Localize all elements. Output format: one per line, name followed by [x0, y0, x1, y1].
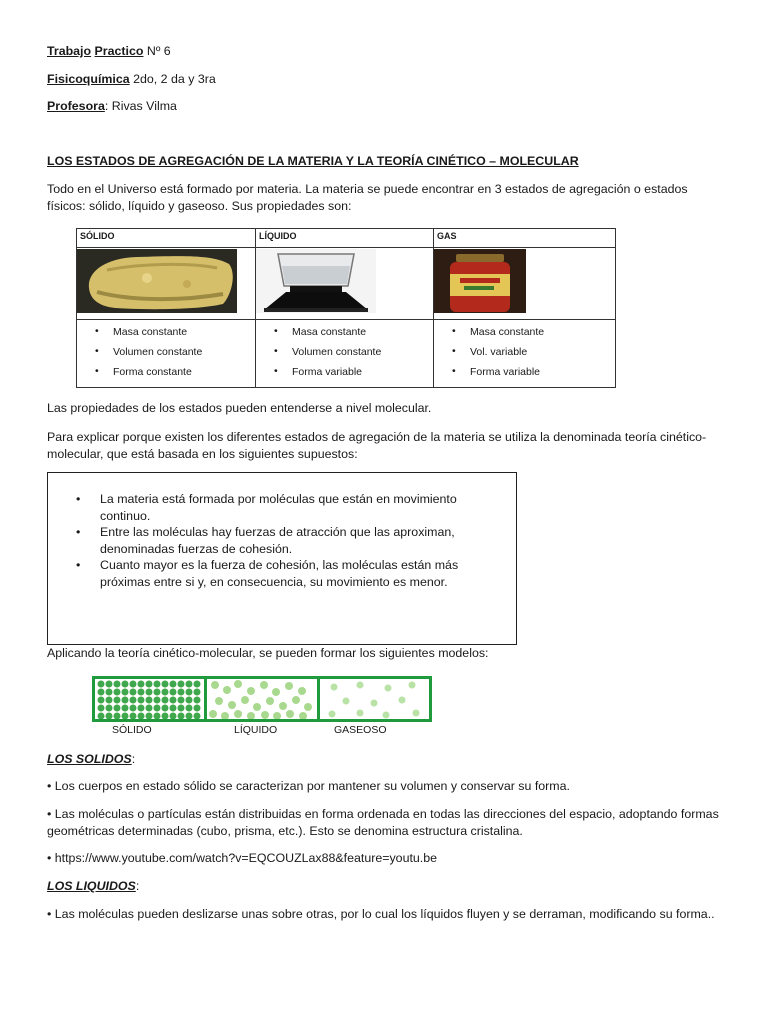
- list-item: • Volumen constante: [274, 346, 433, 366]
- header-solido: SÓLIDO: [77, 229, 256, 248]
- tp-number: Nº 6: [143, 44, 171, 58]
- subject-line: [47, 72, 216, 86]
- liquidos-bullet-1: • Las moléculas pueden deslizarse unas sobre otras, por lo cual los líquidos fluyen y se derraman, modificando su forma..: [47, 907, 715, 921]
- gas-model: [320, 679, 429, 719]
- explain-paragraph: Para explicar porque existen los diferentes estados de agregación de la materia se utiliza la denominada teoría cinético-molecular, que está basada en los siguientes supuestos:: [47, 430, 707, 461]
- solidos-heading-line: [47, 752, 135, 766]
- solido-properties: [77, 320, 256, 387]
- header-liquido: LÍQUIDO: [256, 229, 434, 248]
- solidos-bullet-2: • Las moléculas o partículas están distribuidas en forma ordenada en todas las direcciones del espacio, adoptando formas geométricas determinadas (cubo, prisma, etc.). Esto se denomina estructura cristalina.: [47, 807, 719, 838]
- tp-word-practico: Practico: [94, 44, 144, 58]
- list-item: • Masa constante: [95, 326, 255, 346]
- liquido-properties: [256, 320, 434, 387]
- liquid-glass-image: [256, 248, 434, 320]
- list-item: • Masa constante: [452, 326, 615, 346]
- tp-word-trabajo: Trabajo: [47, 44, 92, 58]
- list-item: • Forma variable: [452, 366, 615, 386]
- gas-properties: [434, 320, 615, 387]
- document-title: LOS ESTADOS DE AGREGACIÓN DE LA MATERIA Y LA TEORÍA CINÉTICO – MOLECULAR: [47, 154, 579, 168]
- models-paragraph: Aplicando la teoría cinético-molecular, se pueden formar los siguientes modelos:: [47, 646, 489, 660]
- solid-model: [95, 679, 207, 719]
- solidos-colon: :: [131, 752, 136, 766]
- liquidos-heading: LOS LIQUIDOS: [47, 879, 136, 893]
- liquidos-heading-line: [47, 879, 139, 893]
- teacher-line: [47, 99, 177, 113]
- tp-title-line: [47, 44, 171, 58]
- states-properties-table: [76, 228, 616, 388]
- list-item: • Masa constante: [274, 326, 433, 346]
- list-item: • Forma variable: [274, 366, 433, 386]
- teacher-label: Profesora: [47, 99, 105, 113]
- list-item: • Volumen constante: [95, 346, 255, 366]
- intro-paragraph: Todo en el Universo está formado por materia. La materia se puede encontrar en 3 estados de agregación o estados físicos: sólido, líquido y gaseoso. Sus propiedades son:: [47, 182, 688, 213]
- molecular-paragraph: Las propiedades de los estados pueden entenderse a nivel molecular.: [47, 401, 432, 415]
- gas-jar-image: [434, 248, 615, 320]
- header-gas: GAS: [434, 229, 615, 248]
- video-link[interactable]: • https://www.youtube.com/watch?v=EQCOUZLax88&feature=youtu.be: [47, 851, 438, 865]
- molecular-models-figure: [92, 676, 432, 722]
- list-item: • La materia está formada por moléculas que están en movimiento continuo.: [100, 491, 496, 524]
- list-item: • Cuanto mayor es la fuerza de cohesión, las moléculas están más próximas entre si y, en consecuencia, su movimiento es menor.: [100, 557, 496, 590]
- solidos-bullet-1: • Los cuerpos en estado sólido se caracterizan por mantener su volumen y conservar su forma.: [47, 779, 570, 793]
- liquid-model: [207, 679, 319, 719]
- list-item: • Forma constante: [95, 366, 255, 386]
- liquidos-colon: :: [135, 879, 140, 893]
- model-label-gaseoso: GASEOSO: [334, 724, 387, 736]
- teacher-value: : Rivas Vilma: [104, 99, 177, 113]
- model-label-liquido: LÍQUIDO: [234, 724, 278, 736]
- solidos-heading: LOS SOLIDOS: [47, 752, 132, 766]
- subject-label: Fisicoquímica: [47, 72, 130, 86]
- model-label-solido: SÓLIDO: [112, 724, 152, 736]
- subject-value: 2do, 2 da y 3ra: [129, 72, 216, 86]
- rock-image: [77, 248, 256, 320]
- list-item: • Entre las moléculas hay fuerzas de atracción que las aproximan, denominadas fuerzas de cohesión.: [100, 524, 496, 557]
- list-item: • Vol. variable: [452, 346, 615, 366]
- assumptions-box: [47, 472, 517, 645]
